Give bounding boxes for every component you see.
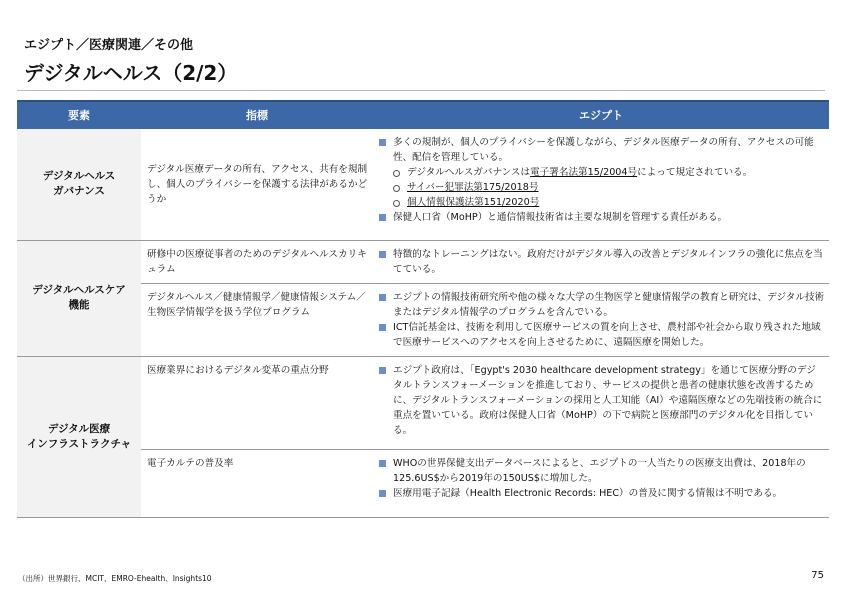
element-cell <box>17 240 141 356</box>
element-cell <box>17 356 141 517</box>
divider <box>17 90 825 91</box>
table-row <box>17 240 829 283</box>
indicator-cell: 医療業界におけるデジタル変革の重点分野 <box>141 356 373 449</box>
bullet: エジプト政府は、「Egypt's 2030 healthcare development strategy」を通じて医療分野のデジタルトランスフォーメーションを推進しており、サービスの提供と患者の健康状態を改善するために、デジタルトランスフォーメーションの採用と人工知能（AI）や遠隔医療などの先端技術の統合に重点を置いている。政府は保健人口省（MoHP）の下で病院と医療部門のデジタル化を目指している。 <box>377 363 825 438</box>
table-row <box>17 356 829 449</box>
law-link[interactable]: サイバー犯罪法第175/2018号 <box>407 182 539 193</box>
col-header-element: 要素 <box>17 101 141 129</box>
breadcrumb: エジプト／医療関連／その他 <box>24 38 194 53</box>
text: デジタルヘルスガバナンスは <box>407 167 531 178</box>
source-note: （出所）世界銀行、MCIT、EMRO-Ehealth、Insights10 <box>18 574 212 583</box>
egypt-cell <box>373 129 829 240</box>
element-label: ガバナンス <box>53 185 105 198</box>
col-header-egypt: エジプト <box>373 101 829 129</box>
bullet: ICT信託基金は、技術を利用して医療サービスの質を向上させ、農村部や社会から取り残された地域で医療サービスへのアクセスを向上させるために、遠隔医療を開始した。 <box>377 320 825 350</box>
indicator-cell: デジタルヘルス／健康情報学／健康情報システム／生物医学情報学を扱う学位プログラム <box>141 283 373 356</box>
law-link[interactable]: 個人情報保護法第151/2020号 <box>407 197 540 208</box>
bullet: 保健人口省（MoHP）と通信情報技術省は主要な規制を管理する責任がある。 <box>377 210 825 225</box>
element-cell <box>17 129 141 240</box>
element-label: デジタルヘルス <box>42 170 116 183</box>
sub-bullet <box>377 195 825 210</box>
bullet: エジプトの情報技術研究所や他の様々な大学の生物医学と健康情報学の教育と研究は、デジタル技術またはデジタル情報学のプログラムを含んでいる。 <box>377 290 825 320</box>
egypt-cell <box>373 283 829 356</box>
page-number: 75 <box>811 570 824 581</box>
bullet: 特徴的なトレーニングはない。政府だけがデジタル導入の改善とデジタルインフラの強化に焦点を当てている。 <box>377 247 825 277</box>
page-title: デジタルヘルス（2/2） <box>24 61 238 85</box>
egypt-cell <box>373 240 829 283</box>
element-label: 機能 <box>68 299 90 311</box>
col-header-indicator: 指標 <box>141 101 373 129</box>
indicator-cell: 電子カルテの普及率 <box>141 449 373 517</box>
text: によって規定されている。 <box>637 167 753 178</box>
bullet: 医療用電子記録（Health Electronic Records: HEC）の普及に関する情報は不明である。 <box>377 486 825 501</box>
bullet: WHOの世界保健支出データベースによると、エジプトの一人当たりの医療支出費は、2018年の125.6US$から2019年の150US$に増加した。 <box>377 456 825 486</box>
element-label: デジタルヘルスケア <box>32 284 126 296</box>
indicator-cell: 研修中の医療従事者のためのデジタルヘルスカリキュラム <box>141 240 373 283</box>
table-row <box>17 129 829 240</box>
element-label: デジタル医療 <box>47 422 111 435</box>
law-link[interactable]: 電子署名法第15/2004号 <box>530 167 638 178</box>
egypt-cell <box>373 356 829 449</box>
sub-bullet <box>377 165 825 180</box>
element-label: インフラストラクチャ <box>26 437 132 450</box>
egypt-cell <box>373 449 829 517</box>
digital-health-table <box>17 100 829 518</box>
sub-bullet <box>377 180 825 195</box>
indicator-cell: デジタル医療データの所有、アクセス、共有を規制し、個人のプライバシーを保護する法律があるかどうか <box>141 129 373 240</box>
bullet: 多くの規制が、個人のプライバシーを保護しながら、デジタル医療データの所有、アクセスの可能性、配信を管理している。 <box>377 135 825 165</box>
